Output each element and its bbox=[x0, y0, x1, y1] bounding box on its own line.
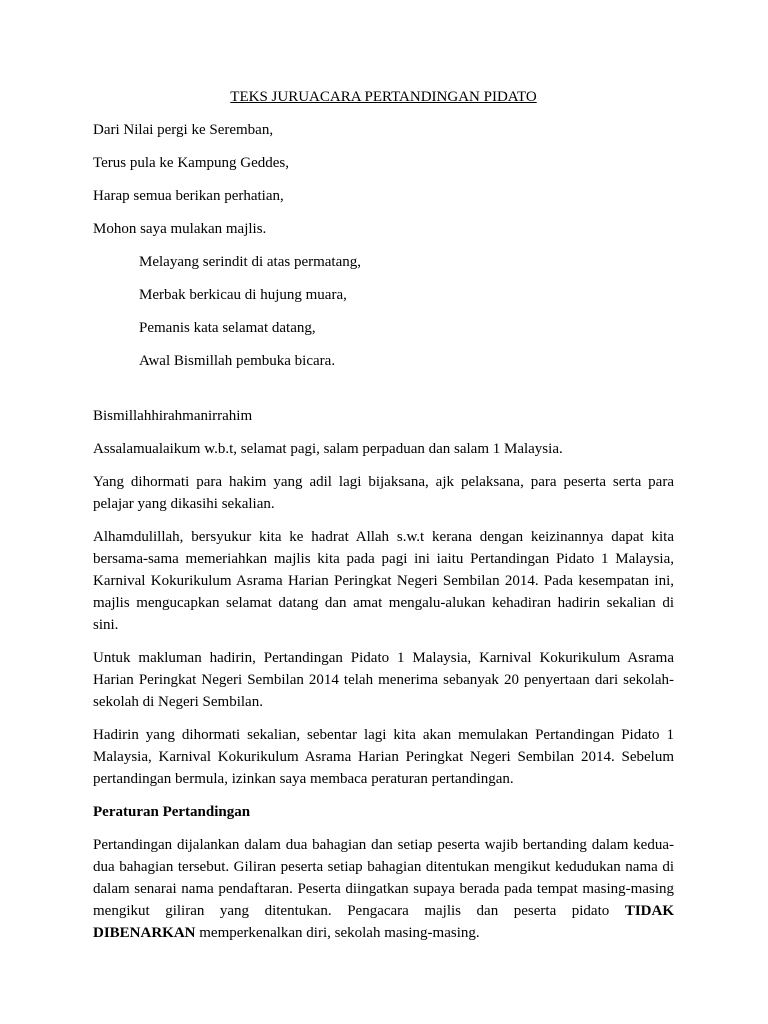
paragraph-alhamdulillah: Alhamdulillah, bersyukur kita ke hadrat Allah s.w.t kerana dengan keizinannya dapat kita bersama-sama memeriahkan majlis kita pada pagi ini iaitu Pertandingan Pidato 1 Malaysia, Karnival Kokurikulum Asrama Harian Peringkat Negeri Sembilan 2014. Pada kesempatan ini, majlis mengucapkan selamat datang dan amat mengalu-alukan kehadiran hadirin sekalian di sini. bbox=[93, 529, 674, 633]
peraturan-bold-text: TIDAK DIBENARKAN bbox=[93, 903, 674, 941]
pantun-2-line: Merbak berkicau di hujung muara, bbox=[139, 287, 347, 303]
document-page bbox=[93, 86, 674, 955]
paragraph-hadirin: Hadirin yang dihormati sekalian, sebentar lagi kita akan memulakan Pertandingan Pidato 1 Malaysia, Karnival Kokurikulum Asrama Harian Peringkat Negeri Sembilan 2014. Sebelum pertandingan bermula, izinkan saya membaca peraturan pertandingan. bbox=[93, 727, 674, 787]
pantun-1-line: Harap semua berikan perhatian, bbox=[93, 188, 284, 204]
pantun-1-line: Dari Nilai pergi ke Seremban, bbox=[93, 122, 274, 138]
document-title: TEKS JURUACARA PERTANDINGAN PIDATO bbox=[230, 89, 537, 105]
pantun-1-line: Terus pula ke Kampung Geddes, bbox=[93, 155, 289, 171]
paragraph-peraturan bbox=[93, 834, 674, 944]
pantun-2-line: Awal Bismillah pembuka bicara. bbox=[139, 353, 336, 369]
section-heading-peraturan: Peraturan Pertandingan bbox=[93, 804, 251, 820]
pantun-2-line: Pemanis kata selamat datang, bbox=[139, 320, 316, 336]
paragraph-dihormati: Yang dihormati para hakim yang adil lagi bijaksana, ajk pelaksana, para peserta serta para pelajar yang dikasihi sekalian. bbox=[93, 474, 674, 512]
greeting-line: Assalamualaikum w.b.t, selamat pagi, salam perpaduan dan salam 1 Malaysia. bbox=[93, 441, 563, 457]
pantun-2 bbox=[93, 251, 674, 372]
peraturan-text-1: Pertandingan dijalankan dalam dua bahagian dan setiap peserta wajib bertanding dalam kedua-dua bahagian tersebut. Giliran peserta setiap bahagian ditentukan mengikut kedudukan nama di dalam senarai nama pendaftaran. Peserta diingatkan supaya berada pada tempat masing-masing mengikut giliran yang ditentukan. Pengacara majlis dan peserta pidato bbox=[93, 837, 674, 919]
peraturan-text-2: memperkenalkan diri, sekolah masing-masing. bbox=[195, 925, 480, 941]
pantun-1 bbox=[93, 119, 674, 240]
blank-line bbox=[93, 383, 674, 405]
pantun-1-line: Mohon saya mulakan majlis. bbox=[93, 221, 267, 237]
pantun-2-line: Melayang serindit di atas permatang, bbox=[139, 254, 362, 270]
bismillah-line: Bismillahhirahmanirrahim bbox=[93, 408, 253, 424]
paragraph-makluman: Untuk makluman hadirin, Pertandingan Pidato 1 Malaysia, Karnival Kokurikulum Asrama Harian Peringkat Negeri Sembilan 2014 telah menerima sebanyak 20 penyertaan dari sekolah-sekolah di Negeri Sembilan. bbox=[93, 650, 674, 710]
